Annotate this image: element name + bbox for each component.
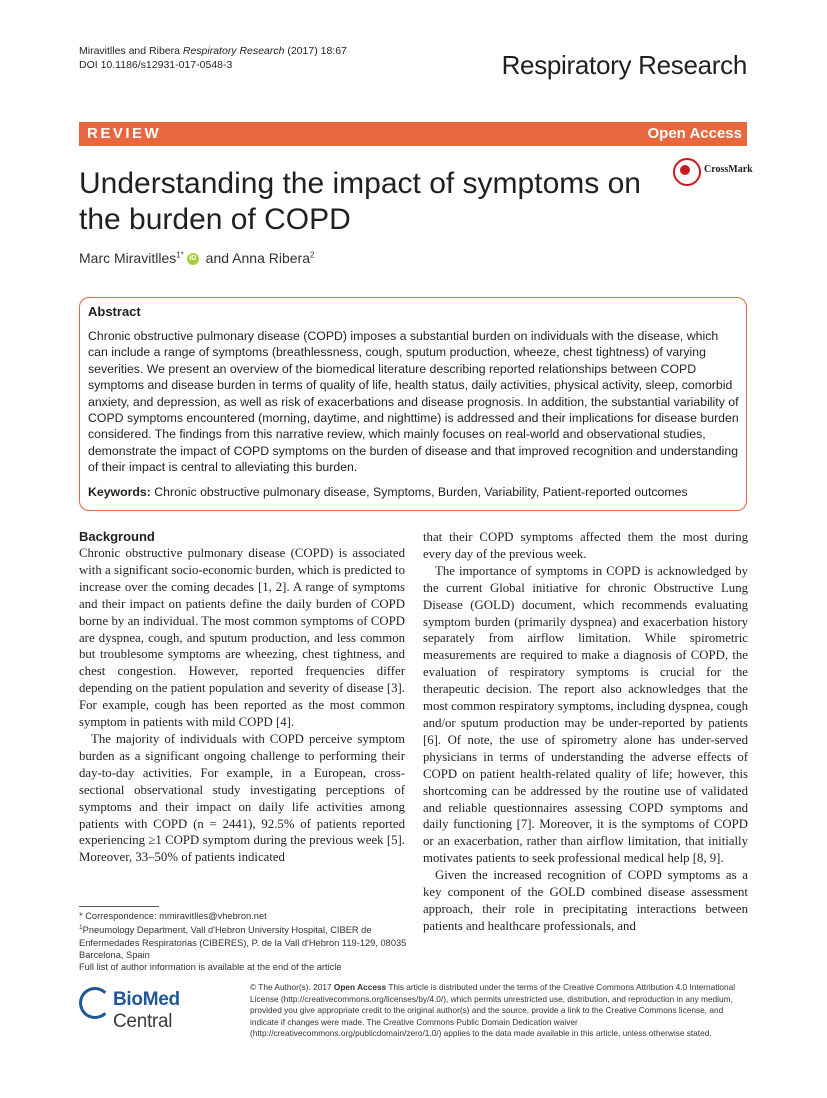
section-heading-background: Background <box>79 529 155 544</box>
body-column-left <box>79 529 405 866</box>
biomed-central-wordmark: BioMed Central <box>113 989 180 1032</box>
citation <box>79 44 347 72</box>
abstract-heading: Abstract <box>88 304 141 319</box>
article-title: Understanding the impact of symptoms on the burden of COPD <box>79 167 641 236</box>
article-type-label: REVIEW <box>87 125 162 142</box>
author-list <box>79 250 314 266</box>
article-type-banner <box>79 122 747 146</box>
author-2-affiliation: 2 <box>310 250 315 260</box>
correspondence: * Correspondence: mmiravitlles@vhebron.net <box>79 911 267 921</box>
citation-volume: (2017) 18:67 <box>284 45 347 57</box>
abstract-box <box>79 297 747 511</box>
biomed-central-logo[interactable] <box>79 987 239 1032</box>
paragraph: Chronic obstructive pulmonary disease (COPD) is associated with a significant socio-economic burden, which is predicted to increase over the coming decades [1, 2]. A range of symptoms and their impact on patients define the daily burden of COPD borne by an individual. The most common symptoms of COPD are dyspnea, cough, and sputum production, and less common but troublesome symptoms are wheezing, chest tightness, and chest congestion. However, reported frequencies differ depending on the patient population and severity of disease [3]. For example, cough has been reported as the most common symptom in patients with mild COPD [4]. <box>79 546 405 730</box>
biomed-central-ring-icon <box>79 987 111 1019</box>
license-statement <box>250 982 748 1040</box>
open-access-note: Open Access <box>333 982 387 992</box>
keywords-list: Chronic obstructive pulmonary disease, Symptoms, Burden, Variability, Patient-reported outcomes <box>150 485 688 499</box>
body-column-right <box>423 529 748 935</box>
author-2: and Anna Ribera <box>201 250 310 266</box>
doi-link[interactable]: DOI 10.1186/s12931-017-0548-3 <box>79 59 233 71</box>
footnote-divider <box>79 906 159 907</box>
open-access-label: Open Access <box>647 125 742 142</box>
citation-journal: Respiratory Research <box>182 45 285 57</box>
orcid-icon[interactable]: iD <box>187 253 199 265</box>
crossmark-label: CrossMark <box>704 164 753 175</box>
crossmark-icon <box>673 158 701 186</box>
affiliation: Pneumology Department, Vall d'Hebron University Hospital, CIBER de Enfermedades Respiratorias (CIBERES), P. de la Vall d'Hebron 119-129, 08035 Barcelona, Spain <box>79 925 407 960</box>
keywords-label: Keywords: <box>88 485 151 499</box>
crossmark-badge[interactable] <box>673 158 753 188</box>
journal-name: Respiratory Research <box>501 50 747 80</box>
author-1: Marc Miravitlles <box>79 250 177 266</box>
citation-authors: Miravitlles and Ribera <box>79 45 183 57</box>
abstract-text: Chronic obstructive pulmonary disease (COPD) imposes a substantial burden on individuals with the disease, which can include a range of symptoms (breathlessness, cough, sputum production, wheeze, chest tightness) of varying severities. We present an overview of the biomedical literature describing reported relationships between COPD symptoms and disease burden in terms of quality of life, health status, daily activities, physical activity, sleep, comorbid anxiety, and depression, as well as risk of exacerbations and disease prognosis. In addition, the substantial variability of COPD symptoms encountered (morning, daytime, and nighttime) is addressed and their implications for disease burden considered. The findings from this narrative review, which mainly focuses on real-world and observational studies, demonstrate the impact of COPD symptoms on the burden of disease and that improved recognition and understanding of their impact is central to alleviating this burden. <box>88 329 739 475</box>
author-1-affiliation: 1* <box>176 250 184 260</box>
affiliation-number: 1 <box>79 924 83 932</box>
copyright: © The Author(s). 2017 <box>250 982 334 992</box>
keywords <box>88 485 740 499</box>
footnotes <box>79 910 409 974</box>
full-list-note: Full list of author information is available at the end of the article <box>79 962 342 973</box>
paragraph: that their COPD symptoms affected them the most during every day of the previous week. <box>423 530 748 561</box>
paragraph: The importance of symptoms in COPD is acknowledged by the current Global initiative for chronic Obstructive Lung Disease (GOLD) document, which recommends evaluating symptom burden (primarily dyspnea) and exacerbation history separately from airflow limitation. While spirometric measurements are required to make a diagnosis of COPD, the evaluation of respiratory symptoms is crucial for the therapeutic decision. The report also acknowledges that the most common respiratory symptoms, including dyspnea, cough and/or sputum production may be under-reported by patients [6]. Of note, the use of spirometry alone has under-served physicians in terms of understanding the adverse effects of COPD on patient health-related quality of life; however, this shortcoming can be addressed by the routine use of validated and reliable questionnaires assessing COPD symptoms and daily functioning [7]. Moreover, it is the symptoms of COPD or an exacerbation, rather than airflow limitation, that initially motivates patients to seek professional medical help [8, 9]. <box>423 563 748 866</box>
license-text: This article is distributed under the terms of the Creative Commons Attribution 4.0 International License (http://creativecommons.org/licenses/by/4.0/), which permits unrestricted use, distribution, and reproduction in any medium, provided you give appropriate credit to the original author(s) and the source, provide a link to the Creative Commons license, and indicate if changes were made. The Creative Commons Public Domain Dedication waiver (http://creativecommons.org/publicdomain/zero/1.0/) applies to the data made available in this article, unless otherwise stated. <box>250 982 736 1039</box>
paragraph: Given the increased recognition of COPD symptoms as a key component of the GOLD combined disease assessment approach, their role in precipitating interactions between patients and healthcare professionals, and <box>423 868 748 933</box>
paragraph: The majority of individuals with COPD perceive symptom burden as a significant ongoing challenge to performing their day-to-day activities. For example, in a European, cross-sectional observational study investigating perceptions of symptoms and their impact on daily life activities among patients with COPD (n = 2441), 92.5% of patients reported experiencing ≥1 COPD symptom during the previous week [5]. Moreover, 33–50% of patients indicated <box>79 731 405 865</box>
